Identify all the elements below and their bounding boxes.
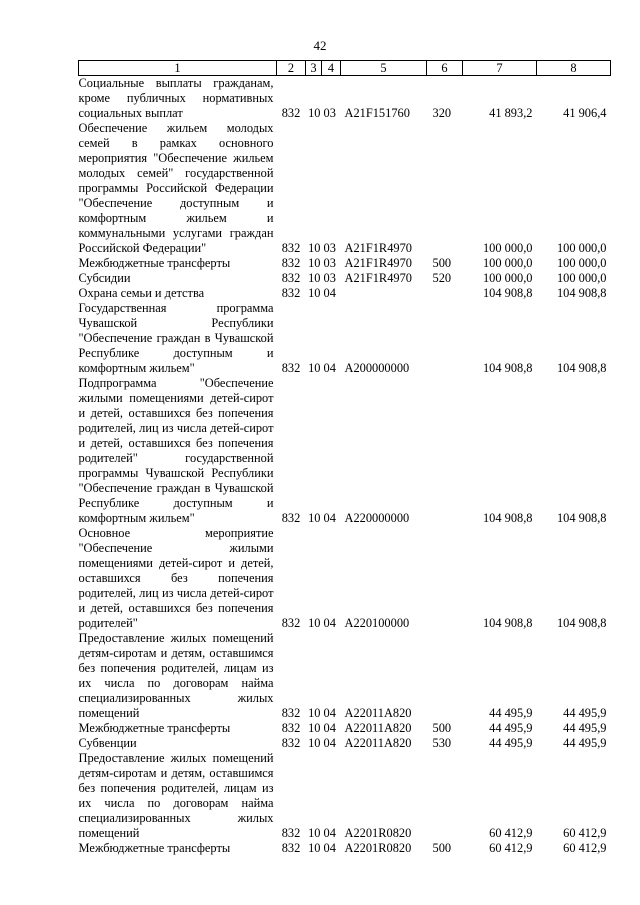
subsection-code: 04 (323, 736, 336, 750)
target-article-code (341, 286, 427, 301)
table-row (79, 76, 611, 122)
amount-year-2: 104 908,8 (556, 616, 607, 630)
expense-type-code (427, 286, 463, 301)
section-code: 10 (308, 736, 321, 750)
amount-year-2: 104 908,8 (556, 361, 607, 375)
target-article-code: А220000000 (344, 511, 410, 525)
table-row (79, 121, 611, 256)
expense-type-code (427, 751, 463, 841)
section-code: 10 (308, 241, 321, 255)
section-code: 10 (308, 256, 321, 270)
section-code: 10 (308, 286, 321, 300)
table-row (79, 301, 611, 376)
subsection-code: 03 (323, 241, 336, 255)
section-code: 10 (308, 721, 321, 735)
section-code: 10 (308, 826, 321, 840)
table-row (79, 286, 611, 301)
target-article-code: А2201R0820 (344, 841, 412, 855)
amount-year-1: 104 908,8 (482, 616, 533, 630)
subsection-code: 04 (323, 841, 336, 855)
target-article-code: А2201R0820 (344, 826, 412, 840)
item-name: Субвенции (78, 736, 137, 750)
amount-year-2: 41 906,4 (563, 106, 607, 120)
amount-year-2: 100 000,0 (556, 241, 607, 255)
ministry-code: 832 (281, 841, 301, 855)
ministry-code: 832 (281, 106, 301, 120)
expense-type-code (427, 376, 463, 526)
table-row (79, 631, 611, 721)
header-cell-5: 5 (341, 61, 427, 76)
amount-year-2: 100 000,0 (556, 271, 607, 285)
header-row (79, 61, 611, 76)
amount-year-2: 44 495,9 (563, 721, 607, 735)
item-name: Обеспечение жильем молодых семей в рамках основного мероприятия "Обеспечение жильем молодых семей" государственной программы Российской Федерации "Обеспечение доступным и комфортным жильем и коммунальными услугами граждан Российской Федерации" (78, 121, 274, 255)
ministry-code: 832 (281, 616, 301, 630)
target-article-code: А21F151760 (344, 106, 410, 120)
amount-year-1: 44 495,9 (489, 706, 533, 720)
page-number: 42 (313, 38, 327, 53)
item-name: Межбюджетные трансферты (78, 256, 231, 270)
header-cell-1: 1 (79, 61, 277, 76)
table-row (79, 256, 611, 271)
section-code: 10 (308, 616, 321, 630)
expense-type-code (427, 121, 463, 256)
table-row (79, 271, 611, 286)
subsection-code: 04 (323, 286, 336, 300)
subsection-code: 03 (323, 271, 336, 285)
item-name: Предоставление жилых помещений детям-сиротам и детям, оставшимся без попечения родителей, лицам из их числа по договорам найма специализированных жилых помещений (78, 631, 274, 720)
subsection-code: 04 (323, 361, 336, 375)
target-article-code: А200000000 (344, 361, 410, 375)
item-name: Предоставление жилых помещений детям-сиротам и детям, оставшимся без попечения родителей, лицам из их числа по договорам найма специализированных жилых помещений (78, 751, 274, 840)
item-name: Социальные выплаты гражданам, кроме публичных нормативных социальных выплат (78, 76, 274, 120)
ministry-code: 832 (281, 286, 301, 300)
expense-type-code: 520 (432, 271, 452, 285)
expense-type-code: 320 (432, 106, 452, 120)
subsection-code: 03 (323, 106, 336, 120)
target-article-code: А22011А820 (344, 736, 412, 750)
header-cell-2: 2 (277, 61, 306, 76)
target-article-code: А220100000 (344, 616, 410, 630)
expense-type-code: 500 (432, 841, 452, 855)
target-article-code: А21F1R4970 (344, 256, 412, 270)
amount-year-2: 104 908,8 (556, 511, 607, 525)
item-name: Охрана семьи и детства (78, 286, 205, 300)
item-name: Основное мероприятие "Обеспечение жилыми помещениями детей-сирот и детей, оставшихся без попечения родителей, лиц из числа детей-сирот и детей, оставшихся без попечения родителей" (78, 526, 274, 630)
amount-year-1: 100 000,0 (482, 256, 533, 270)
amount-year-2: 104 908,8 (556, 286, 607, 300)
subsection-code: 04 (323, 511, 336, 525)
header-cell-7: 7 (463, 61, 537, 76)
table-row (79, 376, 611, 526)
subsection-code: 04 (323, 706, 336, 720)
ministry-code: 832 (281, 241, 301, 255)
amount-year-1: 44 495,9 (489, 721, 533, 735)
ministry-code: 832 (281, 736, 301, 750)
expense-type-code: 500 (432, 256, 452, 270)
item-name: Межбюджетные трансферты (78, 721, 231, 735)
subsection-code: 04 (323, 616, 336, 630)
amount-year-2: 44 495,9 (563, 706, 607, 720)
subsection-code: 03 (323, 256, 336, 270)
section-code: 10 (308, 841, 321, 855)
table-row (79, 841, 611, 856)
section-code: 10 (308, 271, 321, 285)
ministry-code: 832 (281, 706, 301, 720)
expense-type-code: 500 (432, 721, 452, 735)
item-name: Государственная программа Чувашской Республики "Обеспечение граждан в Чувашской Республике доступным и комфортным жильем" (78, 301, 274, 375)
target-article-code: А21F1R4970 (344, 241, 412, 255)
ministry-code: 832 (281, 826, 301, 840)
section-code: 10 (308, 511, 321, 525)
amount-year-2: 60 412,9 (563, 841, 607, 855)
item-name: Субсидии (78, 271, 131, 285)
table-row (79, 736, 611, 751)
target-article-code: А22011А820 (344, 706, 412, 720)
section-code: 10 (308, 361, 321, 375)
subsection-code: 04 (323, 826, 336, 840)
ministry-code: 832 (281, 721, 301, 735)
header-cell-6: 6 (427, 61, 463, 76)
amount-year-1: 100 000,0 (482, 241, 533, 255)
amount-year-2: 44 495,9 (563, 736, 607, 750)
ministry-code: 832 (281, 511, 301, 525)
table-row (79, 721, 611, 736)
amount-year-1: 100 000,0 (482, 271, 533, 285)
item-name: Межбюджетные трансферты (78, 841, 231, 855)
expense-type-code: 530 (432, 736, 452, 750)
amount-year-1: 104 908,8 (482, 361, 533, 375)
amount-year-1: 41 893,2 (489, 106, 533, 120)
expense-type-code (427, 526, 463, 631)
budget-table (78, 60, 611, 856)
ministry-code: 832 (281, 271, 301, 285)
amount-year-1: 104 908,8 (482, 286, 533, 300)
amount-year-2: 60 412,9 (563, 826, 607, 840)
target-article-code: А21F1R4970 (344, 271, 412, 285)
header-cell-8: 8 (537, 61, 611, 76)
amount-year-1: 60 412,9 (489, 841, 533, 855)
expense-type-code (427, 631, 463, 721)
amount-year-2: 100 000,0 (556, 256, 607, 270)
target-article-code: А22011А820 (344, 721, 412, 735)
header-cell-3: 3 (306, 61, 322, 76)
amount-year-1: 104 908,8 (482, 511, 533, 525)
subsection-code: 04 (323, 721, 336, 735)
section-code: 10 (308, 106, 321, 120)
ministry-code: 832 (281, 256, 301, 270)
section-code: 10 (308, 706, 321, 720)
expense-type-code (427, 301, 463, 376)
table-row (79, 526, 611, 631)
table-row (79, 751, 611, 841)
amount-year-1: 44 495,9 (489, 736, 533, 750)
amount-year-1: 60 412,9 (489, 826, 533, 840)
item-name: Подпрограмма "Обеспечение жилыми помещениями детей-сирот и детей, оставшихся без попечения родителей, лиц из числа детей-сирот и детей, оставшихся без попечения родителей" государственной программы Чувашской Республики "Обеспечение граждан в Чувашской Республике доступным и комфортным жильем" (78, 376, 274, 525)
ministry-code: 832 (281, 361, 301, 375)
header-cell-4: 4 (322, 61, 341, 76)
